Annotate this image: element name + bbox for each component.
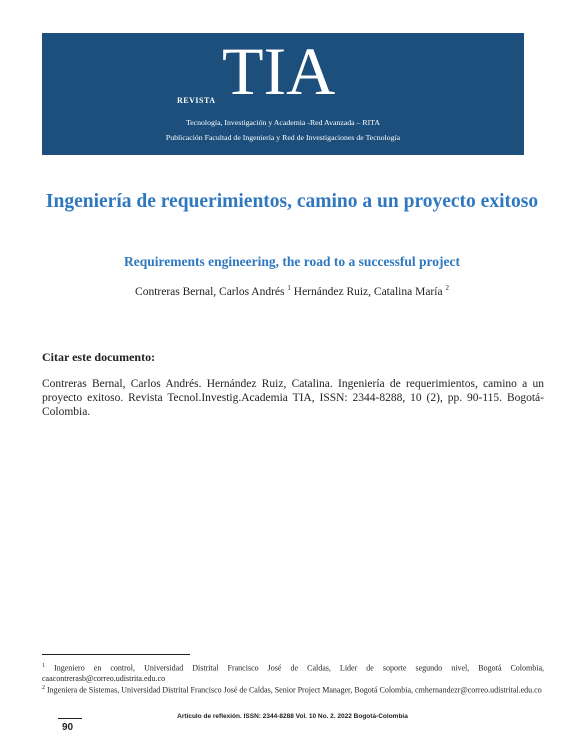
- author-1: Contreras Bernal, Carlos Andrés: [135, 285, 285, 298]
- page-footer: Artículo de reflexión. ISSN: 2344-8288 Vol. 10 No. 2. 2022 Bogotá-Colombia: [177, 713, 408, 720]
- article-title-spanish: Ingeniería de requerimientos, camino a un proyecto exitoso: [45, 191, 539, 212]
- footnote-1: [42, 661, 544, 684]
- journal-revista-label: REVISTA: [177, 96, 216, 105]
- journal-logo: TIA: [222, 33, 336, 109]
- footnote-2-mark: 2: [42, 685, 45, 691]
- footnote-1-mark: 1: [42, 663, 45, 669]
- author-2-footnote-mark[interactable]: 2: [445, 284, 449, 292]
- citation-heading: Citar este documento:: [42, 350, 156, 364]
- article-title-english: Requirements engineering, the road to a successful project: [124, 254, 460, 269]
- journal-subtitle-line2: Publicación Facultad de Ingeniería y Red de Investigaciones de Tecnología: [165, 133, 401, 142]
- footnote-1-text: Ingeniero en control, Universidad Distrital Francisco José de Caldas, Lider de soporte segundo nivel, Bogotá Colombia, caacontrerasb@correo.udistrita.edu.co: [42, 663, 545, 683]
- journal-subtitle-line1: Tecnología, Investigación y Academia -Red Avanzada – RITA: [186, 118, 380, 127]
- journal-banner: [42, 33, 524, 155]
- page-number-rule: [58, 718, 82, 719]
- citation-body: Contreras Bernal, Carlos Andrés. Hernández Ruiz, Catalina. Ingeniería de requerimientos, camino a un proyecto exitoso. Revista Tecnol.Investig.Academia TIA, ISSN: 2344-8288, 10 (2), pp. 90-115. Bogotá-Colombia.: [42, 378, 544, 418]
- footnote-2: [42, 683, 544, 696]
- footnote-divider: [42, 654, 190, 655]
- page-number: 90: [62, 722, 74, 733]
- footnote-2-text: Ingeniera de Sistemas, Universidad Distrital Francisco José de Caldas, Senior Project Manager, Bogotá Colombia, cmhernandezr@correo.udistrital.edu.co: [47, 685, 542, 695]
- author-1-footnote-mark[interactable]: 1: [287, 284, 291, 292]
- author-list: [42, 284, 542, 298]
- author-2: Hernández Ruiz, Catalina María: [293, 285, 443, 298]
